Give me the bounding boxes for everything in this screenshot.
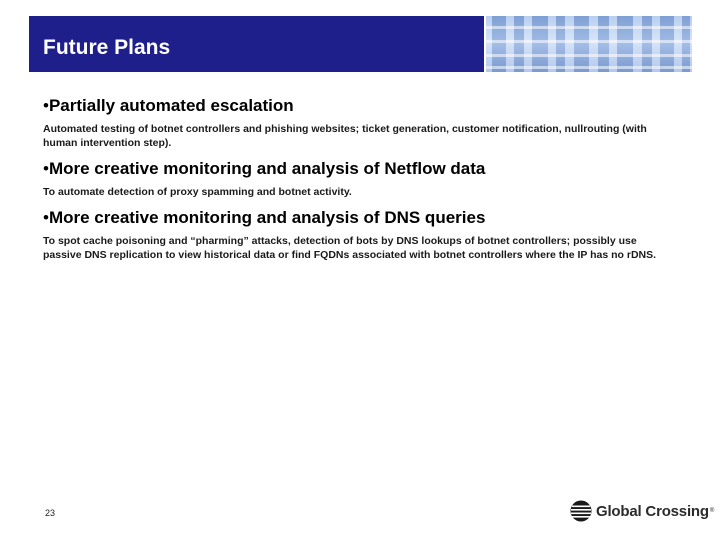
section-netflow: [43, 159, 663, 199]
globe-icon: [570, 500, 592, 522]
section-dns: [43, 208, 663, 262]
registered-mark: ®: [709, 508, 715, 514]
title-bar: [29, 16, 484, 72]
slide-body: [43, 96, 663, 262]
slide-header: [29, 16, 692, 72]
bullet-dot: •: [43, 96, 49, 115]
logo-text: Global Crossing: [596, 502, 709, 520]
slide-title: Future Plans: [43, 36, 171, 59]
bullet-description: To spot cache poisoning and “pharming” attacks, detection of bots by DNS lookups of botnet controllers; possibly use passive DNS replication to view historical data or find FQDNs associated with botnet controllers where the IP has no rDNS.: [43, 235, 657, 261]
bullet-dot: •: [43, 159, 49, 178]
bullet-description: To automate detection of proxy spamming and botnet activity.: [43, 186, 352, 198]
section-escalation: [43, 96, 663, 150]
bullet-dot: •: [43, 208, 49, 227]
bullet-heading-text: More creative monitoring and analysis of Netflow data: [48, 159, 486, 178]
bullet-heading: [43, 208, 663, 228]
bullet-description: Automated testing of botnet controllers and phishing websites; ticket generation, customer notification, nullrouting (with human intervention step).: [43, 123, 647, 149]
page-number: 23: [45, 508, 56, 518]
bullet-heading: [43, 96, 663, 116]
bullet-heading-text: More creative monitoring and analysis of DNS queries: [48, 208, 486, 227]
global-crossing-logo: [570, 499, 714, 523]
header-building-image: [486, 16, 692, 72]
bullet-heading: [43, 159, 663, 179]
bullet-heading-text: Partially automated escalation: [48, 96, 294, 115]
